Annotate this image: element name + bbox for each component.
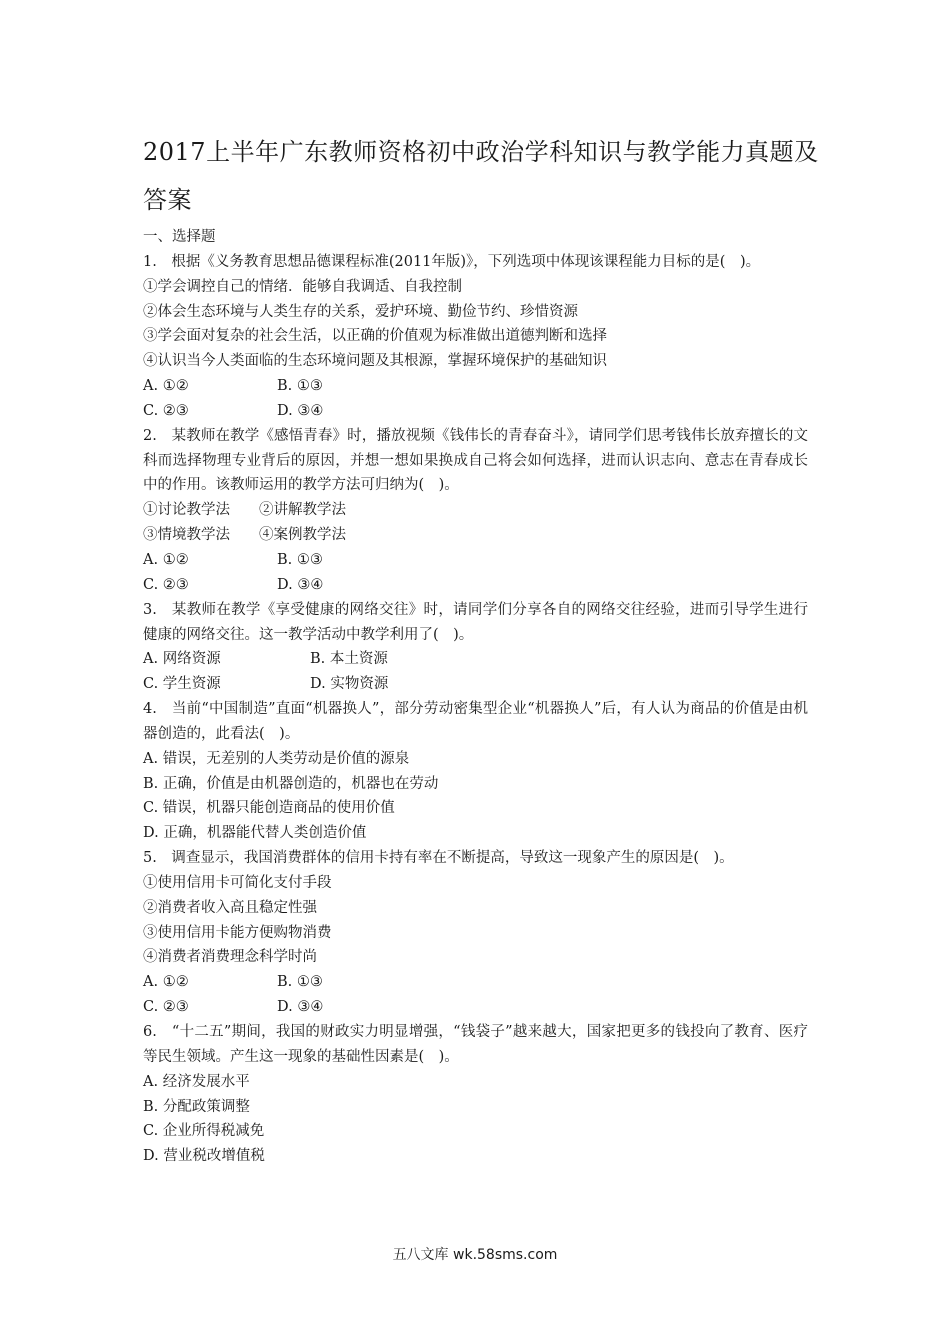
option-b: B. 正确，价值是由机器创造的，机器也在劳动 (143, 775, 439, 792)
option-b: B. 分配政策调整 (143, 1098, 250, 1115)
option-d: D. 实物资源 (310, 676, 389, 693)
question-5-stem: 5. 调查显示，我国消费群体的信用卡持有率在不断提高，导致这一现象产生的原因是( )。 (143, 850, 734, 867)
question-3-stem: 3. 某教师在教学《享受健康的网络交往》时，请同学们分享各自的网络交往经验，进而引导学生进行健康的网络交往。这一教学活动中教学利用了( )。 (143, 601, 808, 643)
question-3-options-row (143, 672, 808, 697)
option-c: C. ②③ (143, 999, 189, 1016)
option-c: C. 企业所得税减免 (143, 1123, 265, 1140)
option-b: B. ①③ (277, 378, 323, 395)
option-a: A. 经济发展水平 (143, 1073, 250, 1090)
option-d: D. ③④ (277, 999, 324, 1016)
question-2-options-row (143, 548, 808, 573)
question-1-options-row (143, 374, 808, 399)
question-5-item: ③使用信用卡能方便购物消费 (143, 924, 332, 941)
question-5-item: ②消费者收入高且稳定性强 (143, 899, 317, 916)
question-1-item: ②体会生态环境与人类生存的关系，爱护环境、勤俭节约、珍惜资源 (143, 303, 578, 320)
option-d: D. ③④ (277, 402, 324, 419)
question-5-item: ①使用信用卡可简化支付手段 (143, 874, 332, 891)
option-c: C. ②③ (143, 402, 189, 419)
option-a: A. 错误，无差别的人类劳动是价值的源泉 (143, 750, 410, 767)
question-3-options-row (143, 647, 808, 672)
question-5-item: ④消费者消费理念科学时尚 (143, 949, 317, 966)
question-6-stem: 6. “十二五”期间，我国的财政实力明显增强，“钱袋子”越来越大，国家把更多的钱投向了教育、医疗等民生领域。产生这一现象的基础性因素是( )。 (143, 1024, 808, 1065)
option-c: C. 错误，机器只能创造商品的使用价值 (143, 800, 395, 817)
question-4-stem: 4. 当前“中国制造”直面“机器换人”，部分劳动密集型企业“机器换人”后，有人认为商品的价值是由机器创造的，此看法( )。 (143, 701, 808, 742)
question-1-item: ③学会面对复杂的社会生活，以正确的价值观为标准做出道德判断和选择 (143, 328, 607, 345)
option-c: C. ②③ (143, 576, 189, 593)
option-a: A. ①② (143, 551, 189, 568)
section-heading: 一、选择题 (143, 229, 216, 245)
question-1-item: ④认识当今人类面临的生态环境问题及其根源，掌握环境保护的基础知识 (143, 353, 607, 370)
option-a: A. ①② (143, 378, 189, 395)
question-1-options-row (143, 399, 808, 424)
question-1-stem: 1. 根据《义务教育思想品德课程标准(2011年版)》，下列选项中体现该课程能力目标的是( )。 (143, 253, 761, 270)
question-2-item: ①讨论教学法 ②讲解教学法 (143, 502, 346, 519)
document-title: 2017上半年广东教师资格初中政治学科知识与教学能力真题及答案 (143, 138, 819, 214)
question-2-stem: 2. 某教师在教学《感悟青春》时，播放视频《钱伟长的青春奋斗》，请同学们思考钱伟长放弃擅长的文科而选择物理专业背后的原因，并想一想如果换成自己将会如何选择，进而认识志向、意志在青春成长中的作用。该教师运用的教学方法可归纳为( )。 (143, 427, 808, 494)
question-2-item: ③情境教学法 ④案例教学法 (143, 527, 346, 544)
question-5-options-row (143, 970, 808, 995)
question-1-item: ①学会调控自己的情绪．能够自我调适、自我控制 (143, 278, 462, 295)
option-d: D. 正确，机器能代替人类创造价值 (143, 825, 367, 842)
option-a: A. ①② (143, 974, 189, 991)
option-a: A. 网络资源 (143, 651, 221, 668)
option-b: B. ①③ (277, 974, 323, 991)
page-footer: 五八文库 wk.58sms.com (392, 1247, 558, 1263)
document-body (143, 225, 808, 1169)
question-2-options-row (143, 573, 808, 598)
option-b: B. ①③ (277, 551, 323, 568)
option-d: D. 营业税改增值税 (143, 1148, 265, 1165)
option-b: B. 本土资源 (310, 651, 388, 668)
option-c: C. 学生资源 (143, 676, 221, 693)
question-5-options-row (143, 995, 808, 1020)
option-d: D. ③④ (277, 576, 324, 593)
